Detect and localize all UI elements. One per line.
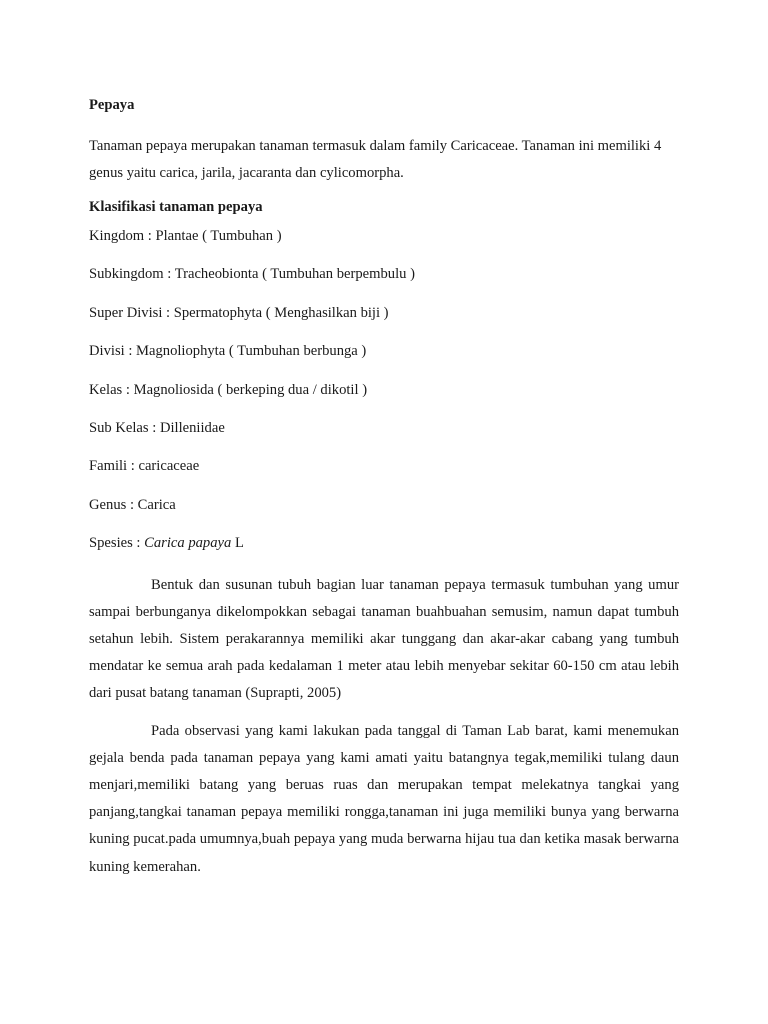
classification-value: Magnoliosida ( berkeping dua / dikotil ) bbox=[133, 381, 368, 398]
classification-label: Kelas : bbox=[89, 381, 134, 398]
classification-value: Tracheobionta ( Tumbuhan berpembulu ) bbox=[174, 266, 415, 283]
classification-super-divisi bbox=[89, 303, 679, 323]
classification-value: Dilleniidae bbox=[159, 419, 225, 436]
classification-label: Sub Kelas : bbox=[89, 419, 160, 436]
classification-label: Kingdom : bbox=[89, 228, 156, 244]
classification-value: Spermatophyta ( Menghasilkan biji ) bbox=[173, 304, 389, 321]
classification-label: Divisi : bbox=[89, 343, 137, 360]
classification-kingdom bbox=[89, 226, 679, 246]
classification-heading: Klasifikasi tanaman pepaya bbox=[89, 199, 263, 215]
classification-value: Carica bbox=[137, 496, 176, 513]
classification-subkingdom bbox=[89, 264, 679, 284]
classification-label: Spesies : bbox=[89, 535, 145, 552]
classification-label: Genus : bbox=[89, 496, 138, 513]
document-title: Pepaya bbox=[89, 97, 135, 113]
classification-label: Super Divisi : bbox=[89, 304, 174, 321]
classification-divisi bbox=[89, 341, 679, 361]
classification-value: Plantae ( Tumbuhan ) bbox=[155, 228, 282, 244]
classification-value: caricaceae bbox=[138, 458, 200, 475]
classification-spesies bbox=[89, 533, 679, 553]
classification-famili bbox=[89, 456, 679, 476]
classification-label: Subkingdom : bbox=[89, 266, 175, 283]
document-content bbox=[89, 95, 679, 891]
classification-sub-kelas bbox=[89, 418, 679, 438]
species-author: L bbox=[231, 535, 244, 552]
body-paragraph-morphology: Bentuk dan susunan tubuh bagian luar tanaman pepaya termasuk tumbuhan yang umur sampai berbunganya dikelompokkan sebagai tanaman buahbuahan semusim, namun dapat tumbuh setahun lebih. Sistem perakarannya memiliki akar tunggang dan akar-akar cabang yang tumbuh mendatar ke semua arah pada kedalaman 1 meter atau lebih menyebar sekitar 60-150 cm atau lebih dari pusat batang tanaman (Suprapti, 2005) bbox=[89, 576, 679, 702]
intro-paragraph: Tanaman pepaya merupakan tanaman termasuk dalam family Caricaceae. Tanaman ini memiliki 4 genus yaitu carica, jarila, jacaranta dan cylicomorpha. bbox=[89, 138, 662, 181]
classification-label: Famili : bbox=[89, 458, 139, 475]
classification-value: Magnoliophyta ( Tumbuhan berbunga ) bbox=[136, 343, 367, 360]
species-name: Carica papaya bbox=[144, 535, 232, 552]
classification-genus bbox=[89, 495, 679, 515]
body-paragraph-observation: Pada observasi yang kami lakukan pada tanggal di Taman Lab barat, kami menemukan gejala benda pada tanaman pepaya yang kami amati yaitu batangnya tegak,memiliki tulang daun menjari,memiliki batang yang beruas ruas dan merupakan tempat melekatnya tangkai yang panjang,tangkai tanaman pepaya memiliki rongga,tanaman ini juga memiliki bunya yang berwarna kuning pucat.pada umumnya,buah pepaya yang muda berwarna hijau tua dan ketika masak berwarna kuning kemerahan. bbox=[89, 722, 679, 875]
classification-kelas bbox=[89, 380, 679, 400]
